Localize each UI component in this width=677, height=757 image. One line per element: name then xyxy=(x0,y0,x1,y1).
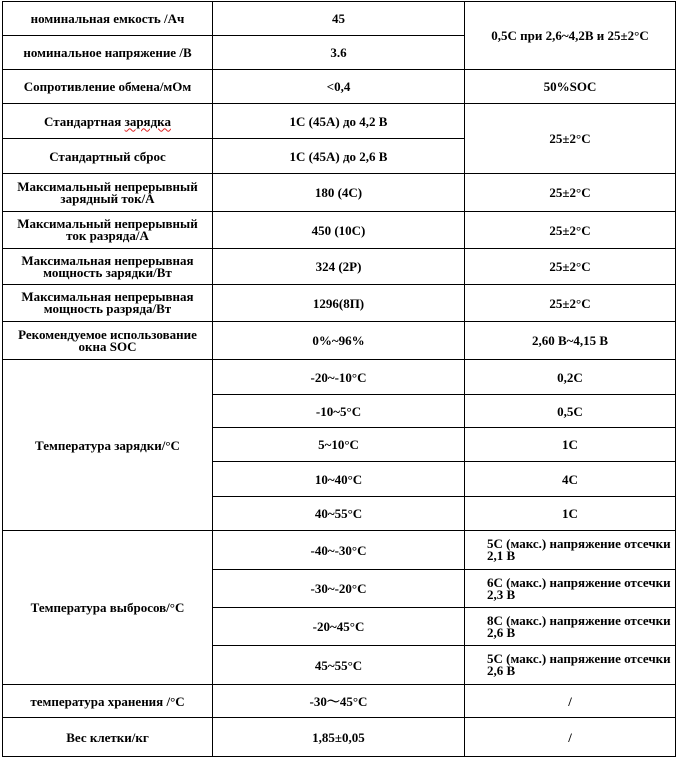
discharge-temp-range: -20~45°C xyxy=(213,608,465,646)
std-charge-label xyxy=(3,104,213,139)
voltage-value: 3.6 xyxy=(213,36,465,70)
discharge-temp-rate: 5C (макс.) напряжение отсечки 2,1 В xyxy=(465,531,676,570)
max-charge-power-value: 324 (2P) xyxy=(213,249,465,285)
charge-temp-range: 5~10°C xyxy=(213,428,465,462)
charge-temp-rate: 0,2C xyxy=(465,360,676,395)
charge-temp-label: Температура зарядки/°C xyxy=(3,360,213,531)
cell-weight-value: 1,85±0,05 xyxy=(213,718,465,757)
table-row xyxy=(3,104,676,139)
max-discharge-power-condition: 25±2°C xyxy=(465,285,676,322)
discharge-temp-rate: 5C (макс.) напряжение отсечки 2,6 В xyxy=(465,646,676,685)
std-condition: 25±2°C xyxy=(465,104,676,174)
charge-temp-range: -10~5°C xyxy=(213,395,465,428)
std-charge-label-marked: зарядка xyxy=(124,113,171,129)
max-discharge-current-label: Максимальный непрерывный ток разряда/А xyxy=(3,212,213,249)
charge-temp-range: 40~55°C xyxy=(213,497,465,531)
table-row xyxy=(3,2,676,36)
spec-table xyxy=(2,1,676,757)
table-row xyxy=(3,685,676,718)
table-row xyxy=(3,322,676,360)
table-row xyxy=(3,249,676,285)
charge-temp-range: 10~40°C xyxy=(213,462,465,497)
discharge-temp-range: 45~55°C xyxy=(213,646,465,685)
soc-window-condition: 2,60 В~4,15 В xyxy=(465,322,676,360)
charge-temp-rate: 4C xyxy=(465,462,676,497)
max-discharge-power-label: Максимальная непрерывная мощность разряда/Вт xyxy=(3,285,213,322)
std-discharge-value: 1C (45А) до 2,6 В xyxy=(213,139,465,174)
soc-window-label: Рекомендуемое использование окна SOC xyxy=(3,322,213,360)
max-discharge-power-value: 1296(8П) xyxy=(213,285,465,322)
table-row xyxy=(3,718,676,757)
table-row xyxy=(3,212,676,249)
discharge-temp-range: -40~-30°C xyxy=(213,531,465,570)
charge-temp-range: -20~-10°C xyxy=(213,360,465,395)
capacity-voltage-condition: 0,5C при 2,6~4,2В и 25±2°C xyxy=(465,2,676,70)
table-row xyxy=(3,174,676,212)
cell-weight-condition: / xyxy=(465,718,676,757)
capacity-value: 45 xyxy=(213,2,465,36)
discharge-temp-rate: 8C (макс.) напряжение отсечки 2,6 В xyxy=(465,608,676,646)
resistance-condition: 50%SOC xyxy=(465,70,676,104)
discharge-temp-range: -30~-20°C xyxy=(213,570,465,608)
voltage-label: номинальное напряжение /В xyxy=(3,36,213,70)
max-charge-power-condition: 25±2°C xyxy=(465,249,676,285)
table-row xyxy=(3,531,676,570)
std-charge-value: 1C (45А) до 4,2 В xyxy=(213,104,465,139)
table-row xyxy=(3,285,676,322)
resistance-value: <0,4 xyxy=(213,70,465,104)
soc-window-value: 0%~96% xyxy=(213,322,465,360)
charge-temp-rate: 0,5C xyxy=(465,395,676,428)
storage-temp-value: -30～45°C xyxy=(213,685,465,718)
discharge-temp-label: Температура выбросов/°C xyxy=(3,531,213,685)
max-discharge-current-value: 450 (10C) xyxy=(213,212,465,249)
capacity-label: номинальная емкость /Ач xyxy=(3,2,213,36)
storage-temp-condition: / xyxy=(465,685,676,718)
cell-weight-label: Вес клетки/кг xyxy=(3,718,213,757)
max-discharge-current-condition: 25±2°C xyxy=(465,212,676,249)
max-charge-current-value: 180 (4C) xyxy=(213,174,465,212)
resistance-label: Сопротивление обмена/мОм xyxy=(3,70,213,104)
charge-temp-rate: 1C xyxy=(465,428,676,462)
max-charge-current-condition: 25±2°C xyxy=(465,174,676,212)
std-discharge-label: Стандартный сброс xyxy=(3,139,213,174)
table-row xyxy=(3,70,676,104)
max-charge-power-label: Максимальная непрерывная мощность зарядки/Вт xyxy=(3,249,213,285)
storage-temp-label: температура хранения /°C xyxy=(3,685,213,718)
std-charge-label-text: Стандартная xyxy=(44,113,125,129)
table-row xyxy=(3,360,676,395)
discharge-temp-rate: 6C (макс.) напряжение отсечки 2,3 В xyxy=(465,570,676,608)
charge-temp-rate: 1C xyxy=(465,497,676,531)
max-charge-current-label: Максимальный непрерывный зарядный ток/А xyxy=(3,174,213,212)
